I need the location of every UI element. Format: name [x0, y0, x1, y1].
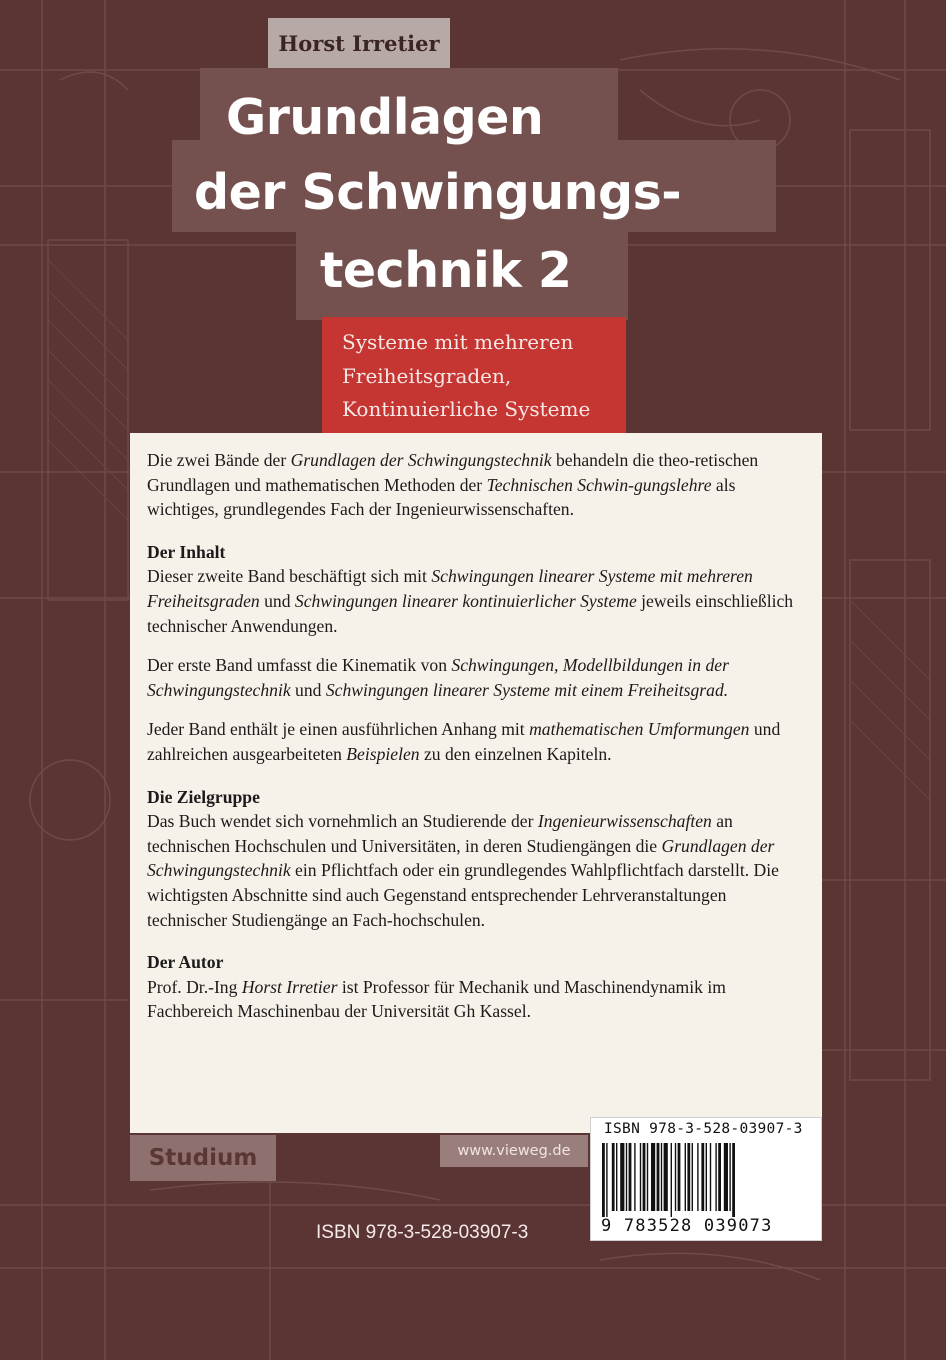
- barcode-bar: [675, 1143, 676, 1211]
- barcode-bar: [685, 1143, 686, 1211]
- barcode-bar: [732, 1143, 735, 1217]
- barcode-bar: [671, 1143, 672, 1217]
- barcode-bar: [634, 1143, 635, 1211]
- barcode-bar: [643, 1143, 646, 1211]
- barcode-bar: [626, 1143, 627, 1211]
- barcode-box: [590, 1117, 822, 1241]
- author-name: Horst Irretier: [268, 18, 450, 68]
- subtitle-line-2: Freiheitsgraden,: [342, 364, 512, 388]
- barcode-bar: [612, 1143, 615, 1211]
- zielgruppe-paragraph: Das Buch wendet sich vornehmlich an Studierende der Ingenieurwissenschaften an technischen Hochschulen und Universitäten, in deren Studiengängen die Grundlagen der Schwingungstechnik ein Pflichtfach oder ein grundlegendes Wahlpflichtfach darstellt. Die wichtigsten Abschnitte sind auch Gegenstand entsprechender Lehrveranstaltungen technischer Studiengänge an Fach-hochschulen.: [147, 811, 779, 930]
- barcode-bar: [616, 1143, 617, 1211]
- barcode-bar: [657, 1143, 660, 1211]
- barcode-bar: [701, 1143, 704, 1211]
- barcode-bar: [710, 1143, 711, 1211]
- inhalt-paragraph-1: Dieser zweite Band beschäftigt sich mit Schwingungen linearer Systeme mit mehreren Freiheitsgraden und Schwingungen linearer kontinuierlicher Systeme jeweils einschließlich technischer Anwendungen.: [147, 566, 794, 636]
- book-title-line-2: der Schwingungs-: [194, 164, 682, 221]
- section-heading-inhalt: Der Inhalt: [147, 541, 226, 562]
- barcode-bar: [647, 1143, 648, 1211]
- barcode-bar: [651, 1143, 655, 1211]
- publisher-url: www.vieweg.de: [440, 1135, 588, 1167]
- book-title-line-1: Grundlagen: [226, 89, 544, 146]
- subtitle-line-1: Systeme mit mehreren: [342, 330, 574, 354]
- intro-paragraph: Die zwei Bände der Grundlagen der Schwingungstechnik behandeln die theo-retischen Grundlagen und mathematischen Methoden der Technischen Schwin-gungslehre als wichtiges, grundlegendes Fach der Ingenieurwissenschaften.: [147, 450, 759, 520]
- barcode-bars: [598, 1143, 814, 1217]
- barcode-bar: [640, 1143, 641, 1211]
- barcode-bar: [620, 1143, 624, 1211]
- barcode-bar: [606, 1143, 607, 1217]
- barcode-bar: [661, 1143, 662, 1211]
- autor-paragraph: Prof. Dr.-Ing Horst Irretier ist Professor für Mechanik und Maschinendynamik im Fachbereich Maschinenbau der Universität Gh Kassel.: [147, 976, 726, 1022]
- barcode-isbn-label: ISBN 978-3-528-03907-3: [604, 1121, 803, 1137]
- blurb-panel: [130, 433, 822, 1133]
- isbn-text: ISBN 978-3-528-03907-3: [316, 1222, 529, 1243]
- barcode-bar: [718, 1143, 721, 1211]
- barcode-bar: [629, 1143, 632, 1211]
- barcode-bar: [729, 1143, 730, 1211]
- section-heading-autor: Der Autor: [147, 952, 224, 973]
- barcode-bar: [715, 1143, 716, 1211]
- barcode-bar: [687, 1143, 690, 1211]
- book-title-line-3: technik 2: [320, 242, 572, 299]
- barcode-bar: [724, 1143, 728, 1211]
- barcode-bar: [602, 1143, 605, 1217]
- subtitle-line-3: Kontinuierliche Systeme: [342, 397, 591, 421]
- inhalt-paragraph-3: Jeder Band enthält je einen ausführlichen Anhang mit mathematischen Umformungen und zahlreichen ausgearbeiteten Beispielen zu den einzelnen Kapiteln.: [147, 719, 781, 764]
- barcode-bar: [664, 1143, 668, 1211]
- barcode-digits: 9 783528 039073: [601, 1216, 773, 1236]
- barcode-bar: [692, 1143, 693, 1211]
- barcode-bar: [697, 1143, 698, 1211]
- series-label: Studium: [130, 1135, 276, 1181]
- section-heading-zielgruppe: Die Zielgruppe: [147, 786, 260, 807]
- barcode-bar: [706, 1143, 707, 1211]
- barcode-bar: [678, 1143, 681, 1211]
- inhalt-paragraph-2: Der erste Band umfasst die Kinematik von Schwingungen, Modellbildungen in der Schwingungstechnik und Schwingungen linearer Systeme mit einem Freiheitsgrad.: [147, 655, 729, 700]
